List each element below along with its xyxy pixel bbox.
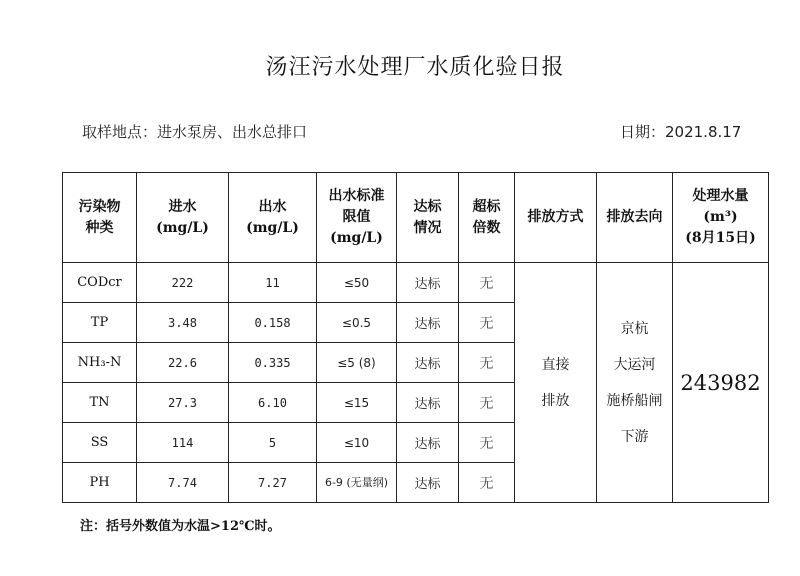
header-row [63, 173, 769, 263]
standard-limit: ≤0.5 [317, 303, 397, 343]
outflow-value: 11 [229, 263, 317, 303]
header-inflow: 进水 (mg/L) [137, 173, 229, 263]
header-outflow: 出水 (mg/L) [229, 173, 317, 263]
report-date: 日期：2021.8.17 [620, 123, 742, 141]
header-method: 排放方式 [515, 173, 597, 263]
compliance-status: 达标 [397, 343, 459, 383]
inflow-value: 114 [137, 423, 229, 463]
outflow-value: 7.27 [229, 463, 317, 503]
discharge-method: 直接 排放 [515, 263, 597, 503]
compliance-status: 达标 [397, 463, 459, 503]
sampling-location: 取样地点：进水泵房、出水总排口 [82, 123, 308, 141]
outflow-value: 0.335 [229, 343, 317, 383]
pollutant-name: PH [63, 463, 137, 503]
treated-volume: 243982 [673, 263, 769, 503]
pollutant-name: TP [63, 303, 137, 343]
outflow-value: 5 [229, 423, 317, 463]
compliance-status: 达标 [397, 423, 459, 463]
footnote: 注：括号外数值为水温>12℃时。 [80, 519, 281, 534]
standard-limit: ≤50 [317, 263, 397, 303]
outflow-value: 6.10 [229, 383, 317, 423]
exceed-multiple: 无 [459, 303, 515, 343]
exceed-multiple: 无 [459, 343, 515, 383]
report-title: 汤汪污水处理厂水质化验日报 [265, 55, 565, 80]
header-standard: 出水标准限值 (mg/L) [317, 173, 397, 263]
exceed-multiple: 无 [459, 383, 515, 423]
pollutant-name: TN [63, 383, 137, 423]
exceed-multiple: 无 [459, 423, 515, 463]
header-destination: 排放去向 [597, 173, 673, 263]
pollutant-name: CODcr [63, 263, 137, 303]
header-compliance: 达标情况 [397, 173, 459, 263]
header-volume: 处理水量 (m³) (8月15日) [673, 173, 769, 263]
inflow-value: 7.74 [137, 463, 229, 503]
inflow-value: 27.3 [137, 383, 229, 423]
standard-limit: ≤10 [317, 423, 397, 463]
header-pollutant: 污染物种类 [63, 173, 137, 263]
standard-limit: 6-9 (无量纲) [317, 463, 397, 503]
water-quality-table [62, 172, 769, 503]
exceed-multiple: 无 [459, 463, 515, 503]
pollutant-name: NH₃-N [63, 343, 137, 383]
inflow-value: 22.6 [137, 343, 229, 383]
standard-limit: ≤15 [317, 383, 397, 423]
pollutant-name: SS [63, 423, 137, 463]
standard-limit: ≤5 (8) [317, 343, 397, 383]
inflow-value: 222 [137, 263, 229, 303]
table-row [63, 263, 769, 303]
compliance-status: 达标 [397, 383, 459, 423]
header-exceed: 超标倍数 [459, 173, 515, 263]
compliance-status: 达标 [397, 303, 459, 343]
inflow-value: 3.48 [137, 303, 229, 343]
compliance-status: 达标 [397, 263, 459, 303]
exceed-multiple: 无 [459, 263, 515, 303]
outflow-value: 0.158 [229, 303, 317, 343]
discharge-destination: 京杭 大运河 施桥船闸 下游 [597, 263, 673, 503]
